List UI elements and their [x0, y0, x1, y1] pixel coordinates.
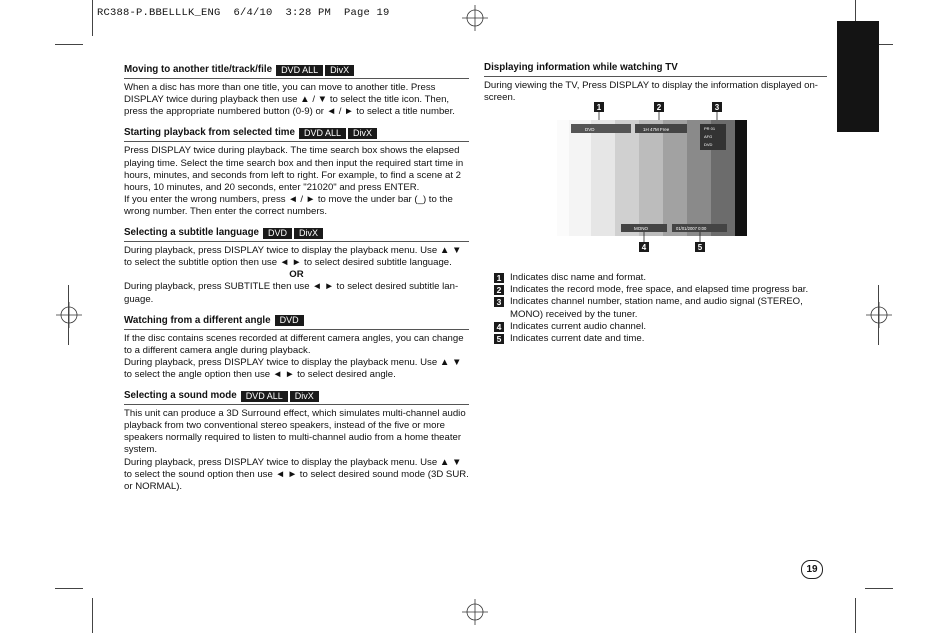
crop-mark: [92, 0, 93, 36]
svg-text:1H 47M Free: 1H 47M Free: [643, 127, 670, 132]
crop-mark: [55, 588, 83, 589]
badge-divx: DivX: [290, 391, 319, 402]
list-item: [484, 296, 827, 320]
crop-mark: [878, 285, 879, 345]
crop-mark: [68, 285, 69, 345]
registration-mark-icon: [56, 302, 82, 328]
section-title: [124, 315, 469, 330]
chapter-tab: [837, 21, 879, 132]
paragraph: If the disc contains scenes recorded at different camera angles, you can change to a different camera angle during playback.: [124, 332, 464, 356]
svg-text:1: 1: [596, 103, 602, 112]
svg-text:MONO: MONO: [634, 226, 648, 231]
badge-divx: DivX: [325, 65, 354, 76]
section-title: [484, 62, 827, 77]
list-item: [484, 321, 827, 333]
callout-number: 3: [494, 297, 504, 307]
callout-number: 2: [494, 285, 504, 295]
section-title-text: Selecting a sound mode: [124, 390, 237, 402]
registration-mark-icon: [462, 5, 488, 31]
svg-text:DVD: DVD: [704, 142, 713, 147]
registration-mark-icon: [462, 599, 488, 625]
tv-screen-figure: [555, 100, 755, 260]
legend-text: Indicates disc name and format.: [510, 272, 646, 284]
section-title: [124, 390, 469, 405]
crop-mark: [92, 598, 93, 633]
section-title: [124, 127, 469, 142]
section-title-text: Moving to another title/track/file: [124, 64, 273, 75]
crop-mark: [865, 588, 893, 589]
paragraph: During playback, press DISPLAY twice to display the playback menu. Use ▲ ▼ to select the subtitle option then use ◄ ► to select desired subtitle language.: [124, 245, 462, 269]
paragraph: During viewing the TV, Press DISPLAY to display the information displayed on-screen.: [484, 80, 819, 104]
paragraph: During playback, press DISPLAY twice to display the playback menu. Use ▲ ▼ to select the angle option then use ◄ ► to select desired angle.: [124, 356, 462, 380]
svg-text:3: 3: [714, 103, 720, 112]
badge-divx: DivX: [294, 228, 323, 239]
svg-text:5: 5: [697, 243, 703, 252]
badge-dvd: DVD: [275, 315, 304, 326]
callout-number: 4: [494, 322, 504, 332]
section-title-text: Displaying information while watching TV: [484, 62, 678, 73]
badge-dvd-all: DVD ALL: [241, 391, 288, 402]
badge-dvd: DVD: [263, 228, 292, 239]
paragraph: During playback, press DISPLAY twice to display the playback menu. Use ▲ ▼ to select the sound option then use ◄ ► to select desired sound mode (3D SUR. or NORMAL).: [124, 456, 469, 492]
svg-text:PR 01: PR 01: [704, 126, 716, 131]
legend-text: Indicates channel number, station name, and audio signal (STEREO, MONO) received by the tuner.: [510, 296, 803, 320]
svg-text:4: 4: [641, 243, 647, 252]
list-item: [484, 272, 827, 284]
svg-text:01/01/2007 0:00: 01/01/2007 0:00: [676, 226, 707, 231]
list-item: [484, 333, 827, 345]
badge-divx: DivX: [348, 128, 377, 139]
section-title-text: Watching from a different angle: [124, 314, 271, 326]
legend-text: Indicates the record mode, free space, and elapsed time progress bar.: [510, 284, 809, 296]
crop-mark: [855, 598, 856, 633]
page-number: 19: [801, 560, 823, 579]
paragraph: Press DISPLAY twice during playback. The time search box shows the elapsed playing time. Select the time search box and then input the required start time in hours, minutes, and seconds from left to right. For example, to find a scene at 2 hours, 10 minutes, and 20 seconds, enter "21020" and press ENTER.: [124, 145, 464, 193]
legend-text: Indicates current date and time.: [510, 332, 645, 344]
badge-dvd-all: DVD ALL: [276, 65, 323, 76]
paragraph: When a disc has more than one title, you can move to another title. Press DISPLAY twice during playback then use ▲ / ▼ to select the title icon. Then, press the appropriate numbered button (0-9) or ◄ / ► to select a title number.: [124, 82, 455, 118]
svg-text:DVD: DVD: [585, 127, 595, 132]
legend-list: [484, 272, 827, 345]
legend-text: Indicates current audio channel.: [510, 320, 646, 332]
callout-number: 1: [494, 273, 504, 283]
paragraph: During playback, press SUBTITLE then use ◄ ► to select desired subtitle lan-guage.: [124, 281, 459, 305]
section-title: [124, 227, 469, 242]
paragraph: This unit can produce a 3D Surround effect, which simulates multi-channel audio playback from two conventional stereo speakers, instead of the five or more speakers normally required to listen to multi-channel audio from a home theater system.: [124, 408, 466, 456]
left-column: [124, 64, 469, 493]
list-item: [484, 284, 827, 296]
section-title-text: Starting playback from selected time: [124, 127, 295, 139]
badge-dvd-all: DVD ALL: [299, 128, 346, 139]
section-title: [124, 64, 469, 79]
registration-mark-icon: [866, 302, 892, 328]
section-title-text: Selecting a subtitle language: [124, 227, 260, 239]
callout-number: 5: [494, 334, 504, 344]
svg-text:AFG: AFG: [704, 134, 713, 139]
svg-text:2: 2: [656, 103, 662, 112]
or-separator: OR: [289, 269, 304, 281]
paragraph: If you enter the wrong numbers, press ◄ / ► to move the under bar (_) to the wrong number. Then enter the correct numbers.: [124, 193, 453, 217]
print-header: RC388-P.BBELLLK_ENG 6/4/10 3:28 PM Page 19: [97, 7, 390, 19]
crop-mark: [55, 44, 83, 45]
